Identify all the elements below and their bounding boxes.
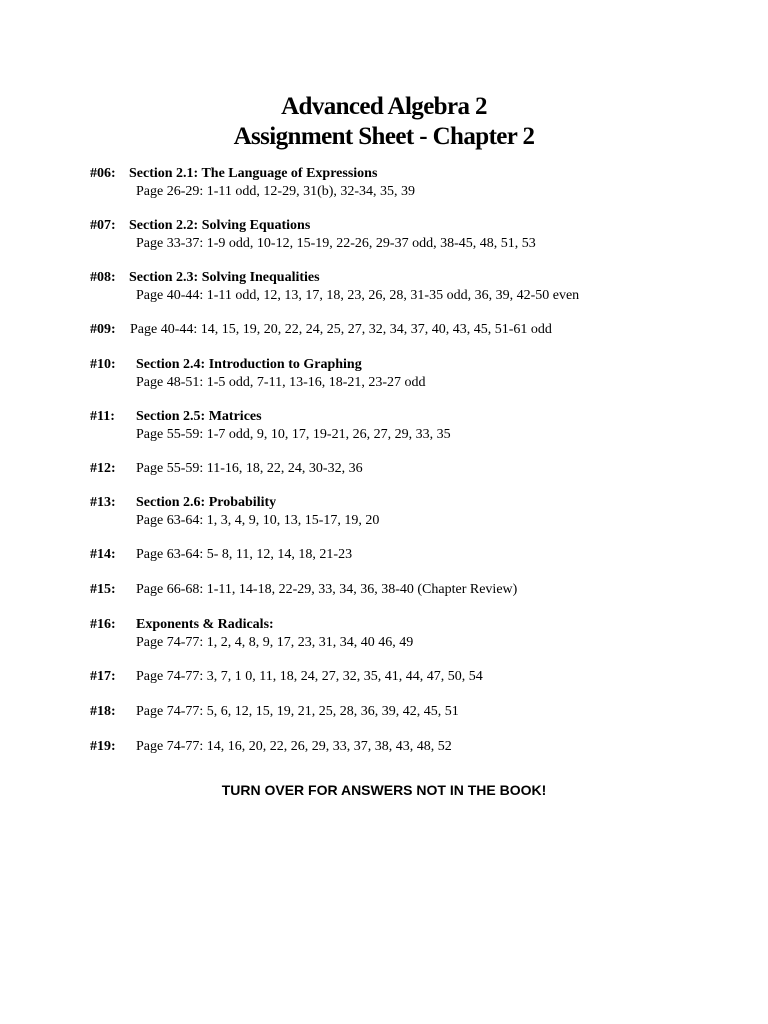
assignment-number: #13:	[90, 495, 116, 510]
assignment-number: #10:	[90, 357, 116, 372]
section-heading: Section 2.2: Solving Equations	[129, 218, 311, 233]
page-problems: Page 63-64: 1, 3, 4, 9, 10, 13, 15-17, 19, 20	[136, 513, 380, 528]
assignment-number: #06:	[90, 166, 116, 181]
page-problems: Page 26-29: 1-11 odd, 12-29, 31(b), 32-34, 35, 39	[136, 184, 416, 199]
page-problems: Page 48-51: 1-5 odd, 7-11, 13-16, 18-21, 23-27 odd	[136, 375, 426, 390]
page-problems: Page 40-44: 14, 15, 19, 20, 22, 24, 25, 27, 32, 34, 37, 40, 43, 45, 51-61 odd	[130, 322, 552, 337]
assignment-number: #09:	[90, 322, 116, 337]
page-problems: Page 74-77: 1, 2, 4, 8, 9, 17, 23, 31, 34, 40 46, 49	[136, 635, 414, 650]
section-heading: Section 2.4: Introduction to Graphing	[136, 357, 362, 372]
page-problems: Page 33-37: 1-9 odd, 10-12, 15-19, 22-26, 29-37 odd, 38-45, 48, 51, 53	[136, 236, 536, 251]
assignment-number: #11:	[90, 409, 115, 424]
page-problems: Page 55-59: 11-16, 18, 22, 24, 30-32, 36	[136, 461, 363, 476]
page-problems: Page 74-77: 14, 16, 20, 22, 26, 29, 33, 37, 38, 43, 48, 52	[136, 739, 452, 754]
assignment-number: #19:	[90, 739, 116, 754]
document-title-line-2: Assignment Sheet - Chapter 2	[233, 123, 535, 150]
section-heading: Exponents & Radicals:	[136, 617, 274, 632]
section-heading: Section 2.3: Solving Inequalities	[129, 270, 320, 285]
assignment-number: #17:	[90, 669, 116, 684]
page-problems: Page 63-64: 5- 8, 11, 12, 14, 18, 21-23	[136, 547, 353, 562]
page-problems: Page 66-68: 1-11, 14-18, 22-29, 33, 34, 36, 38-40 (Chapter Review)	[136, 582, 518, 597]
assignment-number: #12:	[90, 461, 116, 476]
assignment-number: #18:	[90, 704, 116, 719]
footer-note: TURN OVER FOR ANSWERS NOT IN THE BOOK!	[221, 782, 547, 798]
assignment-number: #16:	[90, 617, 116, 632]
assignment-number: #07:	[90, 218, 116, 233]
document-title-line-1: Advanced Algebra 2	[281, 93, 487, 120]
page-problems: Page 55-59: 1-7 odd, 9, 10, 17, 19-21, 26, 27, 29, 33, 35	[136, 427, 451, 442]
assignment-number: #08:	[90, 270, 116, 285]
page-problems: Page 74-77: 5, 6, 12, 15, 19, 21, 25, 28, 36, 39, 42, 45, 51	[136, 704, 459, 719]
assignment-number: #15:	[90, 582, 116, 597]
section-heading: Section 2.6: Probability	[136, 495, 277, 510]
section-heading: Section 2.1: The Language of Expressions	[129, 166, 378, 181]
section-heading: Section 2.5: Matrices	[136, 409, 262, 424]
assignment-number: #14:	[90, 547, 116, 562]
page-problems: Page 74-77: 3, 7, 1 0, 11, 18, 24, 27, 32, 35, 41, 44, 47, 50, 54	[136, 669, 483, 684]
page-problems: Page 40-44: 1-11 odd, 12, 13, 17, 18, 23, 26, 28, 31-35 odd, 36, 39, 42-50 even	[136, 288, 580, 303]
